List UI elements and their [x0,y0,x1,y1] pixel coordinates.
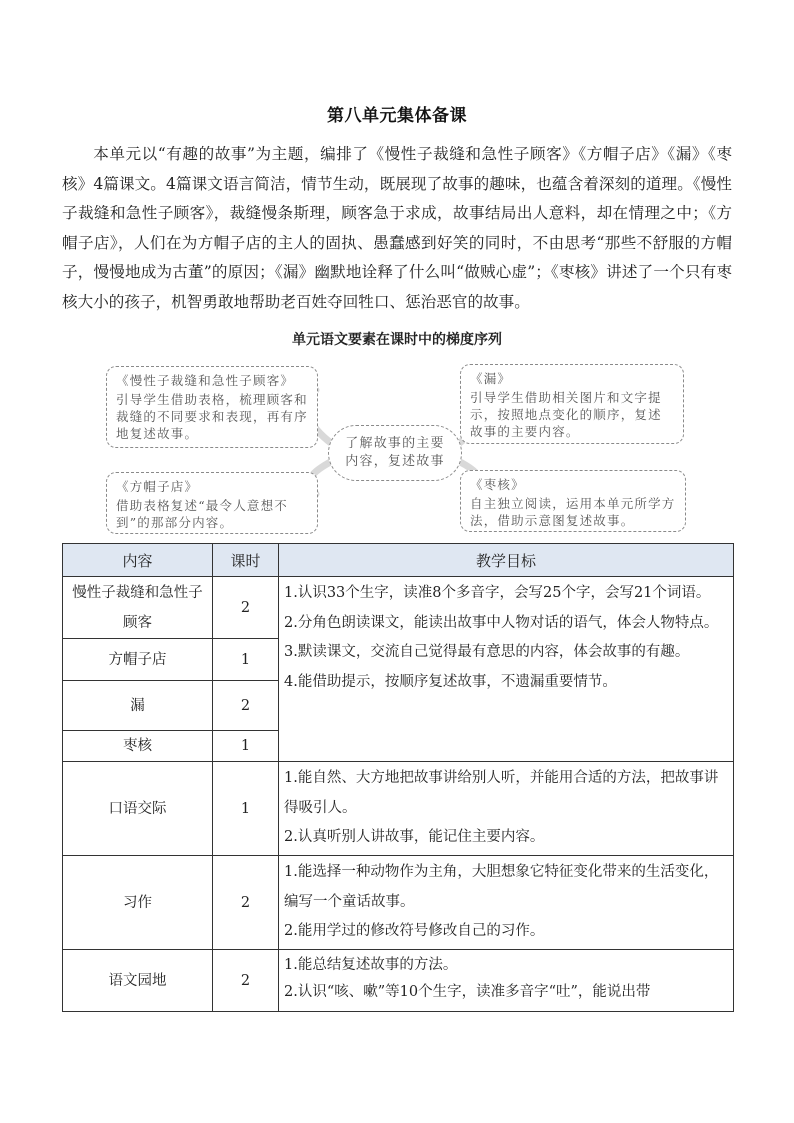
table-row [63,577,734,639]
mindmap-node-title: 《漏》 [470,371,512,386]
row-hours: 2 [213,681,279,731]
row-content: 习作 [63,856,213,950]
row-hours: 1 [213,639,279,681]
row-goals-garden [279,950,734,1012]
goal-item: 2.认真听别人讲故事，能记住主要内容。 [284,829,545,845]
page-title: 第八单元集体备课 [327,106,467,126]
mindmap-node-title: 《枣核》 [470,477,525,492]
row-hours: 1 [213,762,279,856]
goal-item: 2.认识“咳、嗽”等10个生字，读准多音字“吐”，能说出带 [284,984,651,1000]
mindmap-node-text: 引导学生借助相关图片和文字提示，按照地点变化的顺序，复述故事的主要内容。 [470,390,662,439]
row-hours: 1 [213,731,279,762]
row-content: 口语交际 [63,762,213,856]
mindmap-node-title: 《慢性子裁缝和急性子顾客》 [116,373,295,388]
mindmap-node-tailor [106,366,318,448]
table-row [63,950,734,1012]
goal-item: 1.能选择一种动物作为主角，大胆想象它特征变化带来的生活变化，编写一个童话故事。 [284,864,719,910]
row-content: 慢性子裁缝和急性子顾客 [63,577,213,639]
mindmap-node-text: 引导学生借助表格，梳理顾客和裁缝的不同要求和表现，再有序地复述故事。 [116,392,308,441]
mindmap-node-text: 自主独立阅读，运用本单元所学方法，借助示意图复述故事。 [470,496,676,528]
header-goals: 教学目标 [279,544,734,577]
mindmap-heading: 单元语文要素在课时中的梯度序列 [292,332,502,348]
row-goals-writing [279,856,734,950]
goal-item: 2.能用学过的修改符号修改自己的习作。 [284,923,545,939]
row-content: 枣核 [63,731,213,762]
row-hours: 2 [213,577,279,639]
mindmap-node-title: 《方帽子店》 [116,479,199,494]
header-hours: 课时 [213,544,279,577]
mindmap-node-hatshop [106,472,318,534]
mindmap-node-date-pit [460,470,686,532]
goal-item: 1.能总结复述故事的方法。 [284,957,458,973]
lesson-plan-table [62,543,734,1012]
goal-item: 2.分角色朗读课文，能读出故事中人物对话的语气，体会人物特点。 [284,614,719,631]
row-goals-lessons [279,577,734,762]
row-hours: 2 [213,950,279,1012]
row-goals-oral [279,762,734,856]
goal-item: 3.默读课文，交流自己觉得最有意思的内容，体会故事的有趣。 [284,644,690,660]
row-hours: 2 [213,856,279,950]
mindmap-center: 了解故事的主要内容，复述故事 [328,425,462,481]
goal-item: 1.认识33个生字，读准8个多音字，会写25个字，会写21个词语。 [284,585,711,601]
row-content: 语文园地 [63,950,213,1012]
intro-paragraph: 本单元以“有趣的故事”为主题，编排了《慢性子裁缝和急性子顾客》《方帽子店》《漏》《枣核》4篇课文。4篇课文语言简洁，情节生动，既展现了故事的趣味，也蕴含着深刻的道理。《慢性子裁缝和急性子顾客》，裁缝慢条斯理，顾客急于求成，故事结局出人意料，却在情理之中；《方帽子店》，人们在为方帽子店的主人的固执、愚蠢感到好笑的同时，不由思考“那些不舒服的方帽子，慢慢地成为古董”的原因；《漏》幽默地诠释了什么叫“做贼心虚”；《枣核》讲述了一个只有枣核大小的孩子，机智勇敢地帮助老百姓夺回牲口、惩治恶官的故事。 [62,145,732,311]
header-content: 内容 [63,544,213,577]
goal-list [284,952,727,1008]
row-content: 漏 [63,681,213,731]
table-header-row [63,544,734,577]
row-content: 方帽子店 [63,639,213,681]
goal-item: 1.能自然、大方地把故事讲给别人听，并能用合适的方法，把故事讲得吸引人。 [284,770,719,816]
mindmap-node-leak [460,364,684,444]
table-row [63,762,734,856]
table-row [63,856,734,950]
goal-item: 4.能借助提示，按顺序复述故事，不遗漏重要情节。 [284,673,617,690]
mindmap [106,360,688,536]
mindmap-node-text: 借助表格复述“最令人意想不到”的那部分内容。 [116,498,288,530]
